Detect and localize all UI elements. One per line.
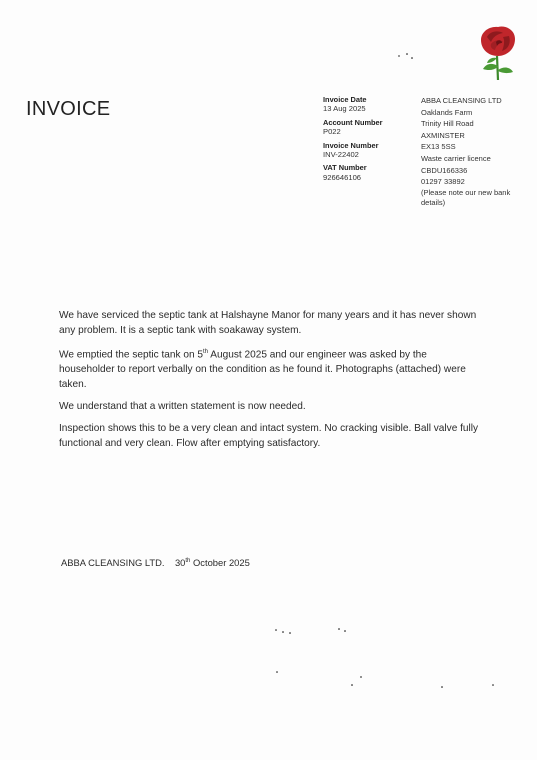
company-town: AXMINSTER xyxy=(421,130,465,140)
company-address-line-1: Oaklands Farm xyxy=(421,107,473,117)
paragraph-3: We understand that a written statement is now needed. xyxy=(59,401,306,413)
document-title: INVOICE xyxy=(26,98,111,120)
signature-date-rest: October 2025 xyxy=(190,557,250,568)
account-number-label: Account Number xyxy=(323,117,383,127)
vat-number-value: 926646106 xyxy=(323,172,362,182)
scan-speck xyxy=(411,57,413,59)
scan-speck xyxy=(441,686,443,688)
signature-date-day: 30 xyxy=(174,557,186,568)
paragraph-4: Inspection shows this to be a very clean and intact system. No cracking visible. Ball valve fully functional and very clean. Flow after emptying satisfactory. xyxy=(59,423,479,450)
company-postcode: EX13 5SS xyxy=(421,142,456,152)
scan-speck xyxy=(492,684,494,686)
invoice-date-value: 13 Aug 2025 xyxy=(323,104,366,114)
waste-licence-label: Waste carrier licence xyxy=(421,153,491,163)
red-rose-icon xyxy=(476,22,520,84)
company-name: ABBA CLEANSING LTD xyxy=(421,96,502,105)
paragraph-2-start: We emptied the septic tank on 5 xyxy=(59,349,204,361)
company-address-line-2: Trinity Hill Road xyxy=(421,119,474,129)
scan-speck xyxy=(338,628,340,630)
scan-speck xyxy=(360,676,362,678)
paragraph-1: We have serviced the septic tank at Halshayne Manor for many years and it has never shown any problem. It is a septic tank with soakaway system. xyxy=(59,310,477,336)
company-phone: 01297 33892 xyxy=(421,177,465,187)
signature-line xyxy=(61,557,250,568)
account-number-value: P022 xyxy=(323,127,341,137)
waste-licence-number: CBDU166336 xyxy=(421,165,468,175)
invoice-number-value: INV-22402 xyxy=(323,150,359,160)
bank-details-note: (Please note our new bank details) xyxy=(421,187,511,207)
scan-speck xyxy=(289,632,291,634)
scan-speck xyxy=(406,53,408,55)
paragraph-2 xyxy=(59,345,479,392)
statement-body xyxy=(59,308,479,458)
scan-speck xyxy=(282,631,284,633)
signature-company: ABBA CLEANSING LTD. xyxy=(61,557,165,568)
scan-speck xyxy=(276,671,278,673)
vat-number-label: VAT Number xyxy=(323,163,367,173)
scan-speck xyxy=(275,629,277,631)
paragraph-2-ordinal: th xyxy=(203,349,209,355)
paragraph-2-end: August 2025 and our engineer was asked by the householder to report verbally on the condition as he found it. Photographs (attached) were taken. xyxy=(59,349,466,391)
invoice-date-label: Invoice Date xyxy=(323,95,367,104)
scan-speck xyxy=(344,630,346,632)
company-address xyxy=(421,95,533,208)
scan-speck xyxy=(398,55,400,57)
invoice-meta xyxy=(323,95,413,186)
scan-speck xyxy=(351,684,353,686)
invoice-number-label: Invoice Number xyxy=(323,140,379,150)
signature-date-ordinal: th xyxy=(185,557,191,564)
